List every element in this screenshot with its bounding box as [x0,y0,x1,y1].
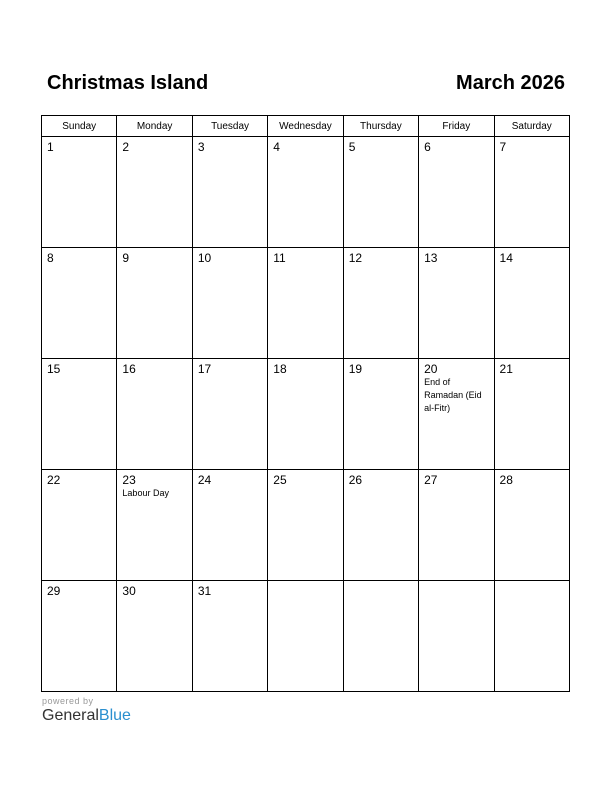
day-number: 30 [122,584,136,598]
day-cell [494,581,569,692]
weekday-header-row [42,116,570,137]
day-cell [192,137,267,248]
day-cell [117,248,192,359]
day-number: 26 [348,473,363,487]
day-number: 19 [348,362,363,376]
day-cell [494,248,569,359]
holiday-label: End of Ramadan (Eid al-Fitr) [424,377,482,413]
weekday-tuesday: Tuesday [192,116,267,137]
day-cell [192,581,267,692]
weekday-sunday: Sunday [42,116,117,137]
weekday-monday: Monday [117,116,192,137]
day-cell [343,137,418,248]
day-number: 11 [273,251,286,265]
day-number: 8 [47,251,54,265]
day-number: 9 [122,251,130,265]
day-cell [268,359,343,470]
brand-blue: Blue [98,707,131,724]
day-cell [268,137,343,248]
brand-general: General [42,707,99,724]
day-cell [494,470,569,581]
day-cell [494,359,569,470]
weekday-thursday: Thursday [343,116,418,137]
day-number: 17 [197,362,212,376]
day-number: 28 [499,473,513,487]
week-row [42,359,570,470]
week-row [42,137,570,248]
day-cell [419,137,494,248]
day-number: 27 [424,473,438,487]
week-row [42,248,570,359]
day-number: 10 [197,251,212,265]
day-cell [117,470,192,581]
day-cell [42,137,117,248]
day-number: 1 [47,140,54,154]
week-row [42,470,570,581]
day-cell [419,581,494,692]
day-cell [42,470,117,581]
day-number: 2 [122,140,130,154]
day-cell [268,470,343,581]
day-number: 29 [47,584,61,598]
day-cell [192,359,267,470]
holiday-label: Labour Day [122,488,169,498]
region-title: Christmas Island [47,72,209,94]
day-cell [494,137,569,248]
weekday-friday: Friday [419,116,494,137]
day-number: 25 [273,473,287,487]
day-number: 21 [499,362,513,376]
day-cell [419,248,494,359]
day-number: 6 [424,140,431,154]
day-cell [192,248,267,359]
day-number: 15 [47,362,61,376]
day-number: 3 [197,140,205,154]
week-row [42,581,570,692]
day-cell [343,359,418,470]
weekday-saturday: Saturday [494,116,569,137]
day-number: 23 [122,473,136,487]
day-cell [117,137,192,248]
month-title: March 2026 [456,72,565,94]
day-number: 31 [197,584,212,598]
day-number: 16 [122,362,136,376]
day-number: 22 [47,473,61,487]
day-cell [268,248,343,359]
day-cell [419,470,494,581]
day-cell [192,470,267,581]
day-number: 13 [424,251,438,265]
brand-logo [42,707,131,725]
day-cell [268,581,343,692]
day-cell [42,581,117,692]
day-number: 4 [273,140,280,154]
day-cell [419,359,494,470]
day-cell [343,581,418,692]
calendar-grid [41,115,570,692]
day-cell [42,248,117,359]
day-cell [343,248,418,359]
day-number: 24 [197,473,212,487]
powered-by-text: powered by [42,696,94,706]
day-number: 7 [499,140,507,154]
day-cell [117,359,192,470]
weekday-wednesday: Wednesday [268,116,343,137]
day-cell [42,359,117,470]
day-number: 5 [348,140,356,154]
day-number: 18 [273,362,287,376]
day-cell [117,581,192,692]
day-number: 20 [424,362,438,376]
day-cell [343,470,418,581]
footer-brand [42,696,131,725]
day-number: 12 [348,251,363,265]
day-number: 14 [499,251,513,265]
